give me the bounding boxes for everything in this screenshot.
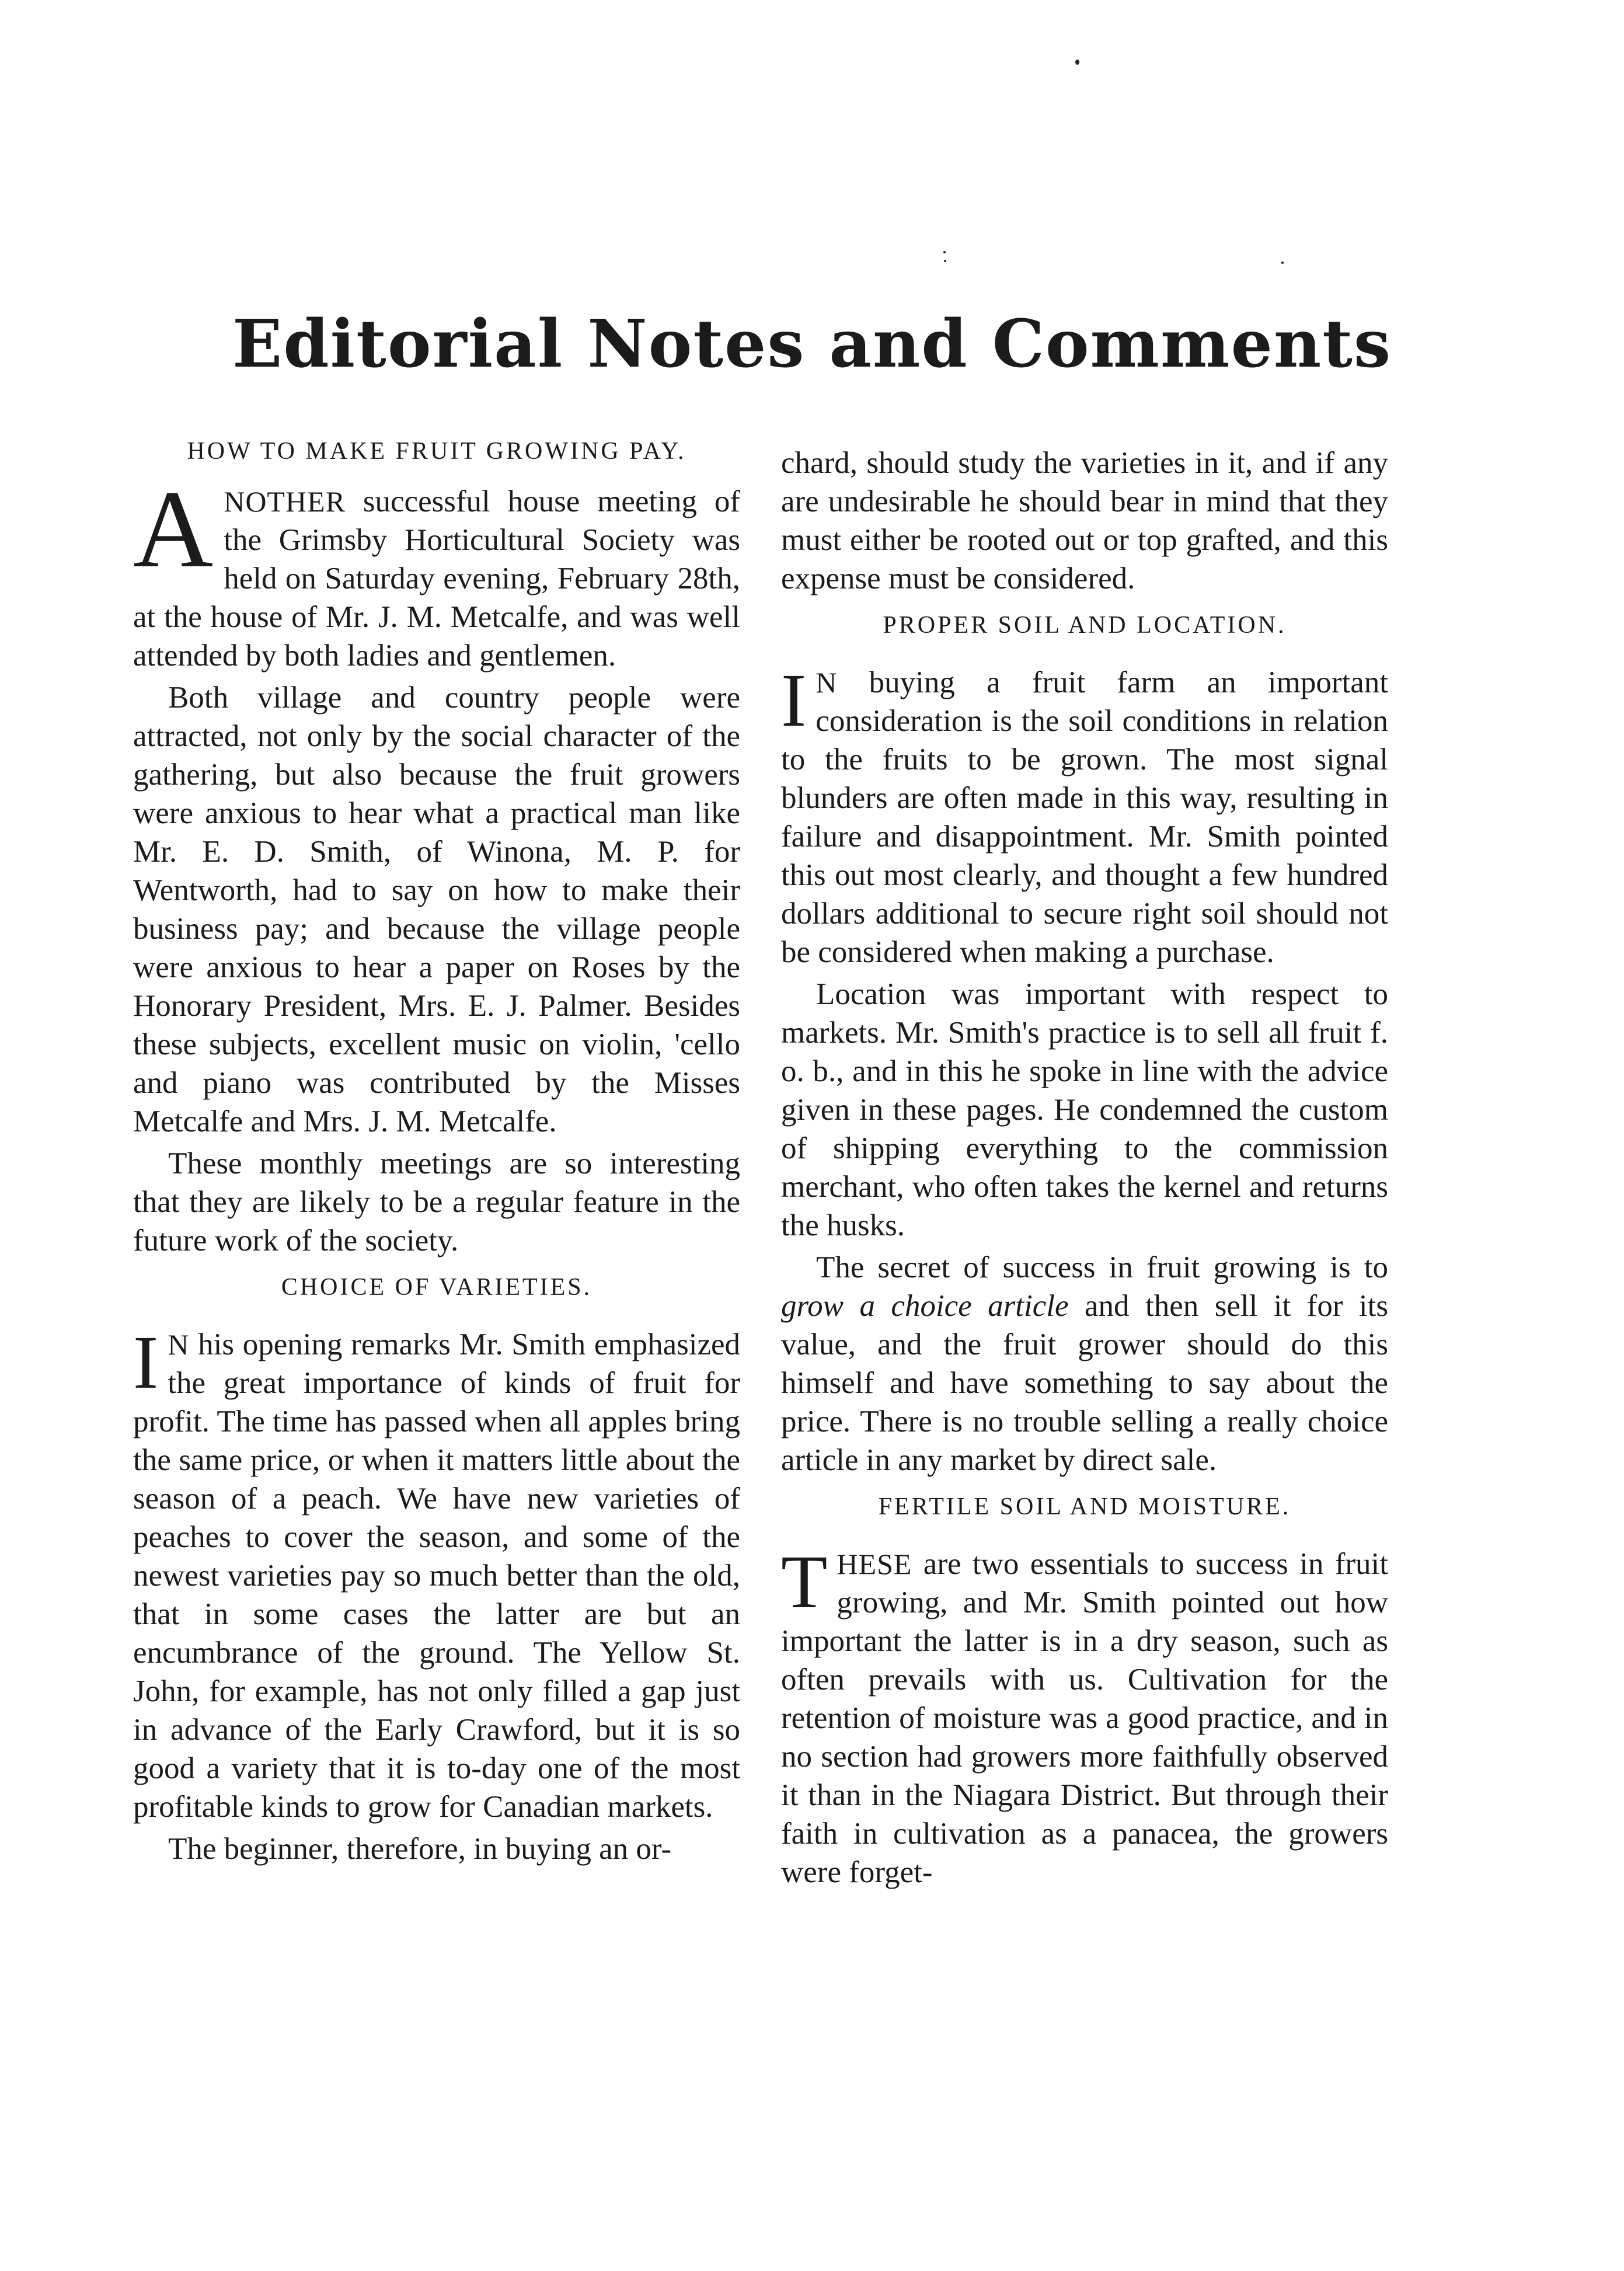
print-speck [943,251,946,253]
drop-cap: I [781,659,807,743]
print-speck [944,260,946,262]
section-heading: HOW TO MAKE FRUIT GROWING PAY. [187,438,686,465]
paragraph-text: and then sell it for its value, and the fruit grower should do this himself and have something to say about the price. There is no trouble selling a really choice article in any market by direct sale. [781,1289,1389,1477]
paragraph [133,468,740,675]
lead-word: N [168,1328,190,1361]
drop-cap: I [133,1321,159,1405]
paragraph: Location was important with respect to markets. Mr. Smith's practice is to sell all fruit f. o. b., and in this he spoke in line with the advice given in these pages. He condemned the custom of shipping everything to the commission merchant, who often takes the kernel and returns the husks. [781,977,1388,1242]
paragraph: These monthly meetings are so interesting that they are likely to be a regular feature in the future work of the society. [133,1147,740,1258]
paragraph [781,1248,1388,1479]
left-column [133,432,740,1868]
emphasis-text: grow a choice article [781,1289,1069,1323]
lead-word: HESE [837,1548,912,1580]
paragraph: The beginner, therefore, in buying an or- [168,1832,672,1866]
section-heading: PROPER SOIL AND LOCATION. [883,612,1287,639]
paragraph [781,1540,1388,1892]
drop-cap: T [781,1540,828,1624]
lead-word: N [816,666,838,699]
paragraph-text: buying a fruit farm an important consideration is the soil conditions in relation to the fruits to be grown. The most signal blunders are often made in this way, resulting in failure and disappointment. Mr. Smith pointed this out most clearly, and thought a few hundred dollars additional to secure right soil should not be considered when making a purchase. [781,666,1388,969]
right-column [781,444,1388,1892]
drop-cap: A [133,468,214,591]
section-heading: CHOICE OF VARIETIES. [281,1274,593,1301]
print-speck [1281,262,1284,264]
lead-word: NOTHER [224,485,346,518]
paragraph-text: successful house meeting of the Grimsby Horticultural Society was held on Saturday evening, February 28th, at the house of Mr. J. M. Metcalfe, and was well attended by both ladies and gentlemen. [133,485,740,673]
paragraph [133,1321,740,1826]
paragraph: Both village and country people were attracted, not only by the social character of the gathering, but also because the fruit growers were anxious to hear what a practical man like Mr. E. D. Smith, of Winona, M. P. for Wentworth, had to say on how to make their business pay; and because the village people were anxious to hear a paper on Roses by the Honorary President, Mrs. E. J. Palmer. Besides these subjects, excellent music on violin, 'cello and piano was contributed by the Misses Metcalfe and Mrs. J. M. Metcalfe. [133,681,740,1138]
page-title: Editorial Notes and Comments [232,306,1392,382]
paragraph-text: are two essentials to success in fruit growing, and Mr. Smith pointed out how important the latter is in a dry season, such as often prevails with us. Cultivation for the retention of moisture was a good practice, and in no section had growers more faithfully observed it than in the Niagara District. But through their faith in cultivation as a panacea, the growers were forget- [781,1547,1388,1889]
paragraph [781,659,1388,971]
paragraph-text: The secret of success in fruit growing is to [816,1251,1388,1284]
print-speck [1075,60,1079,65]
paragraph-text: his opening remarks Mr. Smith emphasized the great importance of kinds of fruit for profit. The time has passed when all apples bring the same price, or when it matters little about the season of a peach. We have new varieties of peaches to cover the season, and some of the newest varieties pay so much better than the old, that in some cases the latter are but an encumbrance of the ground. The Yellow St. John, for example, has not only filled a gap just in advance of the Early Crawford, but it is so good a variety that it is to-day one of the most profitable kinds to grow for Canadian markets. [133,1328,740,1824]
paragraph: chard, should study the varieties in it, and if any are undesirable he should bear in mind that they must either be rooted out or top grafted, and this expense must be considered. [781,446,1388,595]
section-heading: FERTILE SOIL AND MOISTURE. [878,1493,1291,1520]
